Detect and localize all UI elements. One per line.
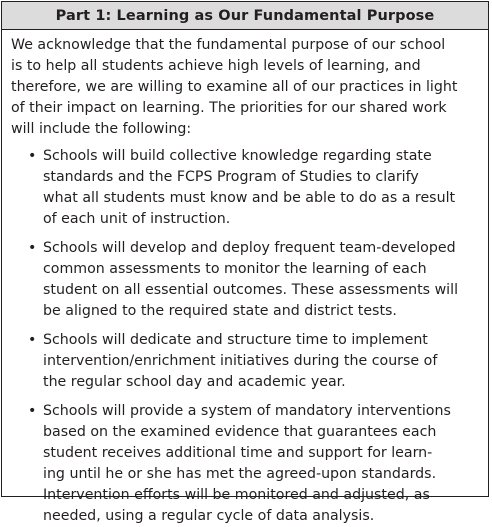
priority-item	[11, 146, 478, 230]
priority-line: student on all essential outcomes. These assessments will	[43, 282, 459, 298]
document-title: Part 1: Learning as Our Fundamental Purpose	[55, 7, 435, 24]
priority-item	[11, 330, 478, 393]
document-box	[1, 1, 489, 524]
intro-line: therefore, we are willing to examine all of our practices in light	[11, 79, 458, 95]
intro-paragraph	[11, 35, 478, 140]
priority-line: standards and the FCPS Program of Studies to clarify	[43, 169, 419, 185]
priority-line: ing until he or she has met the agreed-upon standards.	[43, 466, 437, 482]
priority-line: based on the examined evidence that guarantees each	[43, 424, 437, 440]
priority-line: of each unit of instruction.	[43, 211, 231, 227]
intro-line: We acknowledge that the fundamental purpose of our school	[11, 37, 446, 53]
intro-line: of their impact on learning. The priorities for our shared work	[11, 100, 447, 116]
priority-line: Schools will provide a system of mandatory interventions	[43, 403, 451, 419]
bullet-icon: •	[28, 148, 37, 164]
priority-line: intervention/enrichment initiatives during the course of	[43, 353, 438, 369]
priority-line: Schools will develop and deploy frequent team-developed	[43, 240, 456, 256]
document-header	[2, 2, 488, 30]
bullet-icon: •	[28, 332, 37, 348]
intro-line: is to help all students achieve high levels of learning, and	[11, 58, 421, 74]
priority-line: the regular school day and academic year.	[43, 374, 346, 390]
document-body	[2, 30, 488, 527]
bullet-icon: •	[28, 240, 37, 256]
priority-line: Schools will build collective knowledge regarding state	[43, 148, 432, 164]
bullet-icon: •	[28, 403, 37, 419]
priority-line: Schools will dedicate and structure time to implement	[43, 332, 428, 348]
priority-line: what all students must know and be able to do as a result	[43, 190, 456, 206]
priority-list	[11, 146, 478, 527]
priority-line: needed, using a regular cycle of data analysis.	[43, 508, 375, 524]
priority-line: be aligned to the required state and district tests.	[43, 303, 397, 319]
priority-line: Intervention efforts will be monitored and adjusted, as	[43, 487, 430, 503]
priority-item	[11, 401, 478, 527]
priority-line: student receives additional time and support for learn-	[43, 445, 433, 461]
intro-line: will include the following:	[11, 121, 192, 137]
priority-item	[11, 238, 478, 322]
priority-line: common assessments to monitor the learning of each	[43, 261, 427, 277]
